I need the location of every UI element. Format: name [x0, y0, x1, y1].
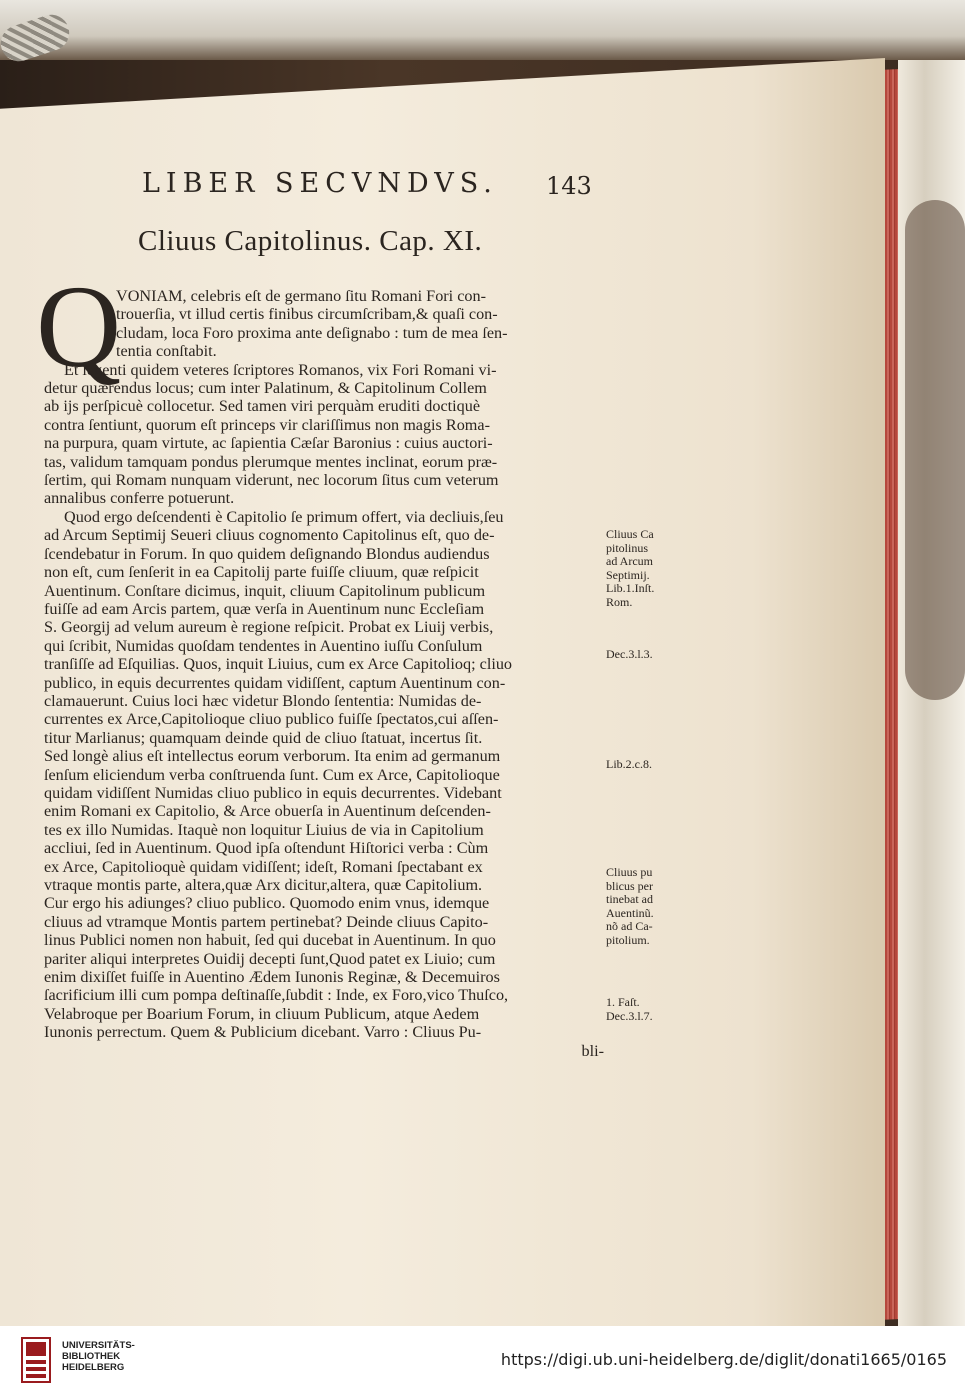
- margin-note: [606, 996, 672, 1023]
- margin-note-line: ad Arcum: [606, 554, 653, 568]
- margin-note-line: Auentinũ.: [606, 905, 654, 920]
- text-line: ab ijs perſpicuè collocetur. Sed tamen viri perquàm eruditi doctiquè: [44, 397, 481, 416]
- text-line: tes ex illo Numidas. Itaquè non loquitur Liuius de via in Capitolium: [44, 820, 484, 839]
- text-line: clamauerunt. Cuius loci hæc videtur Blondo ſententia: Numidas de-: [44, 691, 482, 710]
- margin-note-line: Dec.3.l.3.: [606, 647, 653, 661]
- text-line: trouerſia, vt illud certis finibus circumſcribam,& quaſi con-: [116, 305, 498, 324]
- catchword: bli-: [581, 1041, 604, 1060]
- margin-note-line: tinebat ad: [606, 892, 653, 906]
- text-line: accliui, ſed in Auentinum. Quod ipſa oſtendunt Hiſtorici verba : Cùm: [44, 839, 489, 858]
- text-line: Cur ergo his adiunges? cliuo publico. Quomodo enim vnus, idemque: [44, 894, 490, 913]
- text-line: ſcendebatur in Forum. In quo quidem deſignando Blondus audiendus: [44, 544, 490, 563]
- drop-cap: Q: [36, 261, 122, 392]
- text-line: enim dixiſſet fuiſſe in Auentino Ædem Iunonis Reginæ, & Decemuiros: [44, 968, 500, 987]
- text-line: Velabroque per Boarium Forum, in cliuum Publicum, atque Aedem: [44, 1004, 480, 1023]
- text-line: ſenſum eliciendum verba conſtruenda ſunt. Cum ex Arce, Capitolioque: [44, 765, 500, 784]
- text-line: Sed longè alius eſt intellectus eorum verborum. Ita enim ad germanum: [44, 747, 501, 766]
- text-line: annalibus conferre potuerunt.: [44, 489, 235, 508]
- university-seal-icon: [18, 1336, 54, 1384]
- viewer-footer: [0, 1326, 965, 1396]
- text-line: titur Marlianus; quamquam deinde quid de cliuo ſtatuat, incertus ſit.: [44, 728, 483, 747]
- margin-note-line: Lib.1.Inſt.: [606, 581, 655, 595]
- text-line: contra ſentiunt, quorum eſt princeps vir clariſſimus non magis Roma-: [44, 415, 490, 434]
- cover-stain: [905, 200, 965, 700]
- text-line: ſacrificium illi cum pompa deſtinaſſe,ſubdit : Inde, ex Foro,vico Thuſco,: [44, 986, 509, 1005]
- text-line: na purpura, quam virtute, ac ſapientia Cæſar Baronius : cuius auctori-: [44, 434, 493, 453]
- text-line: Quod ergo deſcendenti è Capitolio ſe primum offert, via decliuis,ſeu: [64, 507, 504, 526]
- page-number: 143: [546, 172, 592, 200]
- body-text: [44, 287, 604, 1060]
- margin-note-line: nõ ad Ca-: [606, 919, 653, 933]
- text-line: cliuus ad vtramque Montis partem pertinebat? Deinde cliuus Capito-: [44, 912, 489, 931]
- margin-note: [606, 866, 672, 947]
- margin-note-line: 1. Faſt.: [606, 995, 640, 1009]
- text-line: pariter aliqui interpretes Ouidij decepti ſunt,Quod patet ex Liuio; cum: [44, 949, 496, 968]
- permalink[interactable]: https://digi.ub.uni-heidelberg.de/diglit/donati1665/0165: [500, 1350, 947, 1369]
- margin-note-line: Cliuus pu: [606, 865, 653, 879]
- text-line: qui ſcribit, Numidas quoſdam tendentes in Auentino iuſſu Conſulum: [44, 636, 483, 655]
- margin-note-line: Cliuus Ca: [606, 527, 654, 541]
- text-line: enim Romani ex Capitolio, & Arce obuerſa in Auentinum deſcenden-: [44, 802, 491, 821]
- text-line: S. Georgij ad velum aureum è regione reſpicit. Probat ex Liuij verbis,: [44, 618, 494, 637]
- text-line: fuiſſe ad eam Arcis partem, quæ verſa in Auentinum nunc Eccleſiam: [44, 599, 485, 618]
- institution-line: HEIDELBERG: [62, 1362, 125, 1373]
- text-line: ad Arcum Septimij Seueri cliuus cognomento Capitolinus eſt, quo de-: [44, 526, 495, 545]
- text-line: Auentinum. Conſtare dicimus, inquit, cliuum Capitolinum publicum: [44, 581, 486, 600]
- text-line: Iunonis perrectum. Quem & Publicium dicebant. Varro : Cliuus Pu-: [44, 1023, 482, 1042]
- margin-note: [606, 528, 672, 609]
- margin-note-line: pitolium.: [606, 932, 650, 947]
- text-line: ex Arce, Capitolioquè quidam vidiſſent; ideſt, Romani ſpectabant ex: [44, 857, 483, 876]
- margin-note: [606, 758, 672, 772]
- margin-note: [606, 648, 672, 662]
- institution-line: UNIVERSITÄTS-: [62, 1340, 135, 1351]
- running-head: LIBER SECVNDVS.: [142, 168, 498, 199]
- margin-note-line: pitolinus: [606, 540, 649, 555]
- text-line: tranſiſſe ad Eſquilias. Quos, inquit Liuius, cum ex Arce Capitolioq; cliuo: [44, 655, 513, 674]
- book-cover-top: [0, 0, 965, 60]
- text-line: detur quærendus locus; cum inter Palatinum, & Capitolinum Collem: [44, 379, 487, 398]
- text-line: tas, validum tamquam pondus plerumque mentes inclinat, eorum præ-: [44, 452, 498, 471]
- margin-note-line: Lib.2.c.8.: [606, 757, 652, 771]
- chapter-title: Cliuus Capitolinus. Cap. XI.: [138, 225, 483, 257]
- margin-note-line: Rom.: [606, 594, 633, 609]
- institution-line: BIBLIOTHEK: [62, 1351, 121, 1362]
- text-line: Et legenti quidem veteres ſcriptores Romanos, vix Fori Romani vi-: [64, 360, 497, 379]
- institution-name: [62, 1340, 135, 1373]
- margin-note-line: blicus per: [606, 878, 653, 893]
- text-line: linus Publici nomen non habuit, ſed qui ducebat in Auentinum. In quo: [44, 931, 496, 950]
- text-line: publico, in equis decurrentes quidam vidiſſent, captum Auentinum con-: [44, 673, 506, 692]
- text-line: quidam vidiſſent Numidas cliuo publico in equis decurrentes. Videbant: [44, 783, 502, 802]
- text-line: vtraque montis parte, altera,quæ Arx dicitur,altera, quæ Capitolium.: [44, 876, 483, 894]
- text-line: tentia conſtabit.: [116, 342, 217, 361]
- text-line: non eſt, cum ſenſerit in ea Capitolij parte fuiſſe cliuum, quæ reſpicit: [44, 563, 479, 582]
- text-line: cludam, loca Foro proxima ante deſignabo : tum de mea ſen-: [116, 323, 508, 342]
- text-line: VONIAM, celebris eſt de germano ſitu Romani Fori con-: [116, 287, 486, 305]
- margin-note-line: Septimij.: [606, 567, 650, 582]
- text-line: ſertim, qui Romam nunquam viderunt, nec locorum ſitus cum veterum: [44, 471, 499, 490]
- margin-note-line: Dec.3.l.7.: [606, 1008, 653, 1023]
- text-line: currentes ex Arce,Capitolioque cliuo publico fuiſſe ſpectatos,cui aſſen-: [44, 710, 499, 729]
